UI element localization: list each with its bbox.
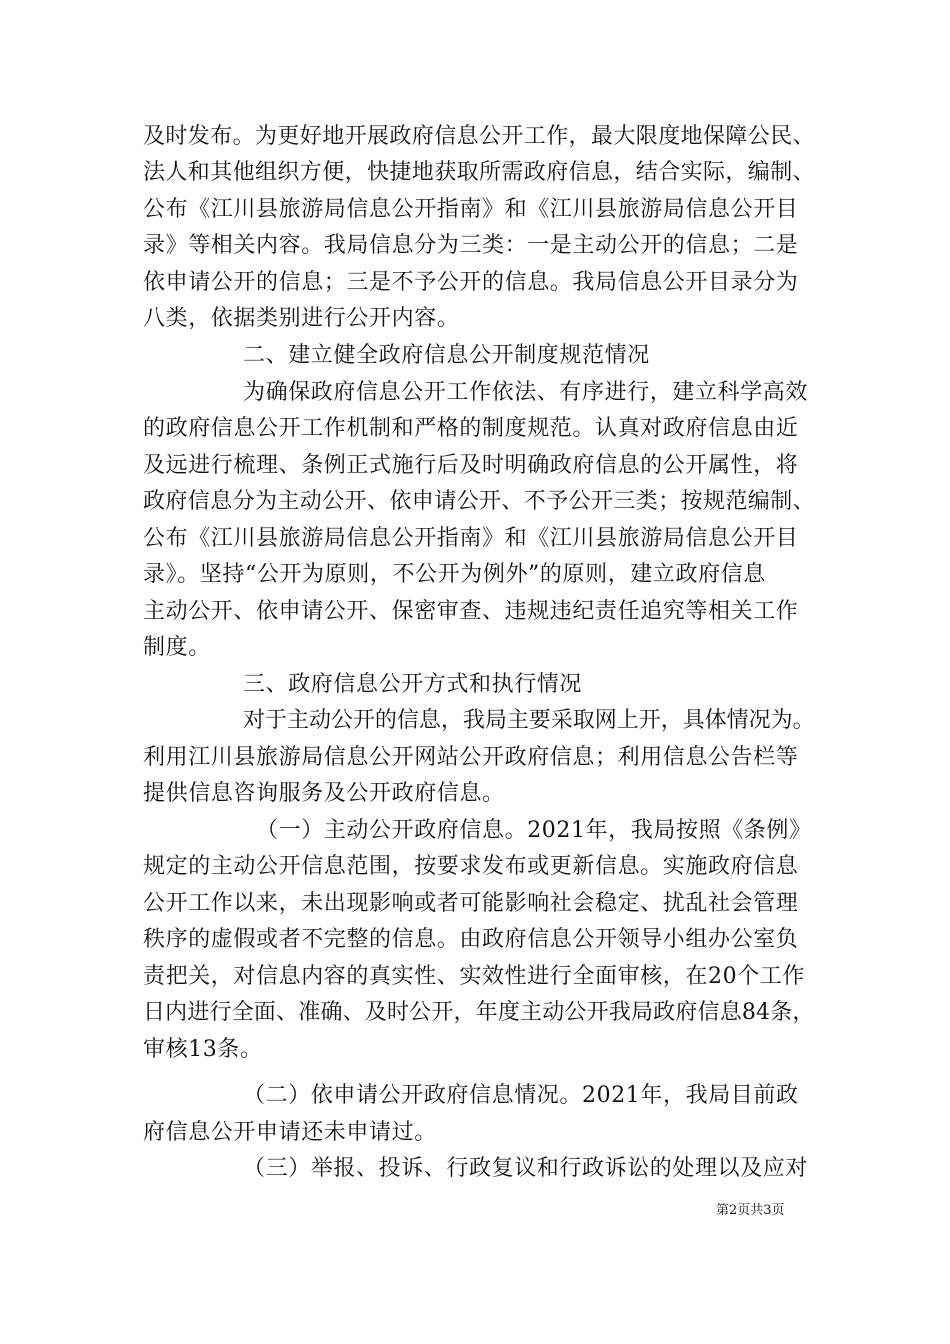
text-line: 的政府信息公开工作机制和严格的制度规范。认真对政府信息由近: [143, 416, 799, 441]
text-line: 日内进行全面、准确、及时公开，年度主动公开我局政府信息84条，: [143, 1000, 815, 1025]
text-line: 及远进行梳理、条例正式施行后及时明确政府信息的公开属性，将: [143, 453, 799, 478]
text-line: 为确保政府信息公开工作依法、有序进行，建立科学高效: [243, 380, 809, 405]
text-line: 政府信息分为主动公开、依申请公开、不予公开三类；按规范编制、: [143, 489, 816, 514]
text-line: （三）举报、投诉、行政复议和行政诉讼的处理以及应对: [243, 1156, 809, 1181]
text-line: 主动公开、依申请公开、保密审查、违规违纪责任追究等相关工作: [143, 599, 799, 624]
text-line: 秩序的虚假或者不完整的信息。由政府信息公开领导小组办公室负: [143, 927, 799, 952]
text-line: 规定的主动公开信息范围，按要求发布或更新信息。实施政府信息: [143, 854, 799, 879]
text-line: 利用江川县旅游局信息公开网站公开政府信息；利用信息公告栏等: [143, 745, 799, 770]
text-line: 八类，依据类别进行公开内容。: [143, 306, 460, 331]
page-number-footer: 第2页共3页: [716, 1203, 785, 1218]
text-line: 审核13条。: [143, 1037, 263, 1062]
text-line: 依申请公开的信息；三是不予公开的信息。我局信息公开目录分为: [143, 270, 799, 295]
text-line: 责把关，对信息内容的真实性、实效性进行全面审核，在20个工作: [143, 964, 805, 989]
text-line: 公布《江川县旅游局信息公开指南》和《江川县旅游局信息公开目: [143, 526, 799, 551]
text-line: 及时发布。为更好地开展政府信息公开工作，最大限度地保障公民、: [143, 124, 816, 149]
text-line: 制度。: [143, 635, 211, 660]
text-line: 对于主动公开的信息，我局主要采取网上开，具体情况为。: [243, 708, 815, 733]
text-line: （一）主动公开政府信息。2021年，我局按照《条例》: [256, 818, 812, 843]
text-line: 录》。坚持“公开为原则，不公开为例外”的原则，建立政府信息: [143, 562, 766, 587]
text-line: （二）依申请公开政府信息情况。2021年，我局目前政: [243, 1083, 799, 1108]
text-line: 法人和其他组织方便，快捷地获取所需政府信息，结合实际，编制、: [143, 160, 816, 185]
text-line: 提供信息咨询服务及公开政府信息。: [143, 781, 505, 806]
text-line: 府信息公开申请还未申请过。: [143, 1120, 437, 1145]
section-heading: 三、政府信息公开方式和执行情况: [243, 672, 583, 697]
text-line: 录》等相关内容。我局信息分为三类：一是主动公开的信息；二是: [143, 233, 799, 258]
text-line: 公开工作以来，未出现影响或者可能影响社会稳定、扰乱社会管理: [143, 891, 799, 916]
text-line: 公布《江川县旅游局信息公开指南》和《江川县旅游局信息公开目: [143, 197, 799, 222]
section-heading: 二、建立健全政府信息公开制度规范情况: [243, 343, 650, 368]
